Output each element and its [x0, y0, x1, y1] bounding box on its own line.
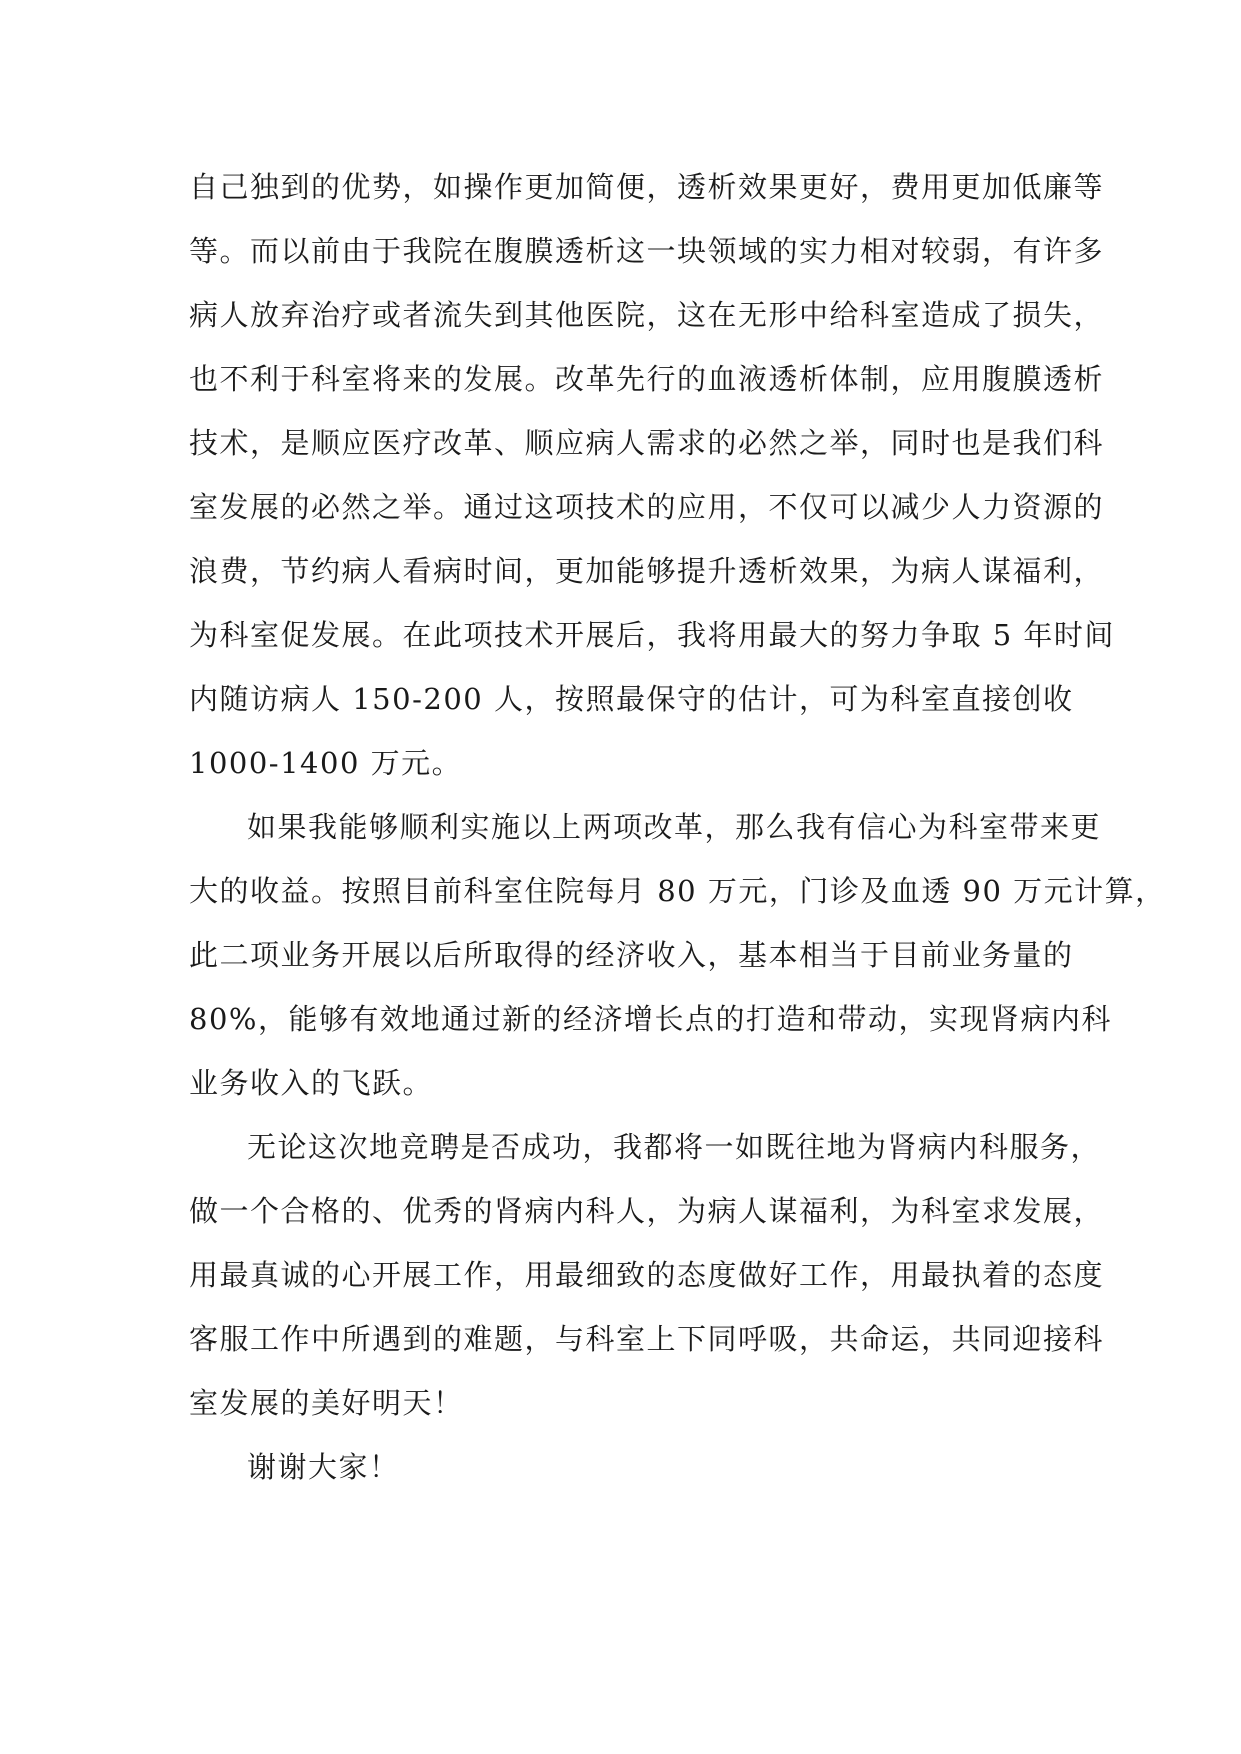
paragraph-2-line-1: 如果我能够顺利实施以上两项改革，那么我有信心为科室带来更 [247, 810, 1102, 844]
paragraph-2-line-2: 大的收益。按照目前科室住院每月 80 万元，门诊及血透 90 万元计算， [189, 874, 1166, 908]
paragraph-1-line-2: 等。而以前由于我院在腹膜透析这一块领域的实力相对较弱，有许多 [189, 234, 1105, 268]
paragraph-3-line-5: 室发展的美好明天！ [189, 1386, 464, 1420]
paragraph-2-line-4: 80%，能够有效地通过新的经济增长点的打造和带动，实现肾病内科 [189, 1002, 1112, 1036]
paragraph-1-line-1: 自己独到的优势，如操作更加简便，透析效果更好，费用更加低廉等 [189, 170, 1105, 204]
paragraph-1-line-4: 也不利于科室将来的发展。改革先行的血液透析体制，应用腹膜透析 [189, 362, 1105, 396]
paragraph-2-line-3: 此二项业务开展以后所取得的经济收入，基本相当于目前业务量的 [189, 938, 1074, 972]
paragraph-3-line-2: 做一个合格的、优秀的肾病内科人，为病人谋福利，为科室求发展， [189, 1194, 1105, 1228]
document-body [189, 155, 1166, 1499]
paragraph-1-line-8: 为科室促发展。在此项技术开展后，我将用最大的努力争取 5 年时间 [189, 618, 1115, 652]
paragraph-1-line-10: 1000-1400 万元。 [189, 746, 463, 780]
paragraph-1-line-7: 浪费，节约病人看病时间，更加能够提升透析效果，为病人谋福利， [189, 554, 1105, 588]
paragraph-1-line-9: 内随访病人 150-200 人，按照最保守的估计，可为科室直接创收 [189, 682, 1074, 716]
paragraph-3-line-1: 无论这次地竞聘是否成功，我都将一如既往地为肾病内科服务， [247, 1130, 1102, 1164]
paragraph-2-line-5: 业务收入的飞跃。 [189, 1066, 434, 1100]
paragraph-3-line-3: 用最真诚的心开展工作，用最细致的态度做好工作，用最执着的态度 [189, 1258, 1105, 1292]
paragraph-1-line-3: 病人放弃治疗或者流失到其他医院，这在无形中给科室造成了损失， [189, 298, 1105, 332]
paragraph-1-line-6: 室发展的必然之举。通过这项技术的应用，不仅可以减少人力资源的 [189, 490, 1105, 524]
paragraph-1-line-5: 技术，是顺应医疗改革、顺应病人需求的必然之举，同时也是我们科 [189, 426, 1105, 460]
closing-line: 谢谢大家！ [247, 1450, 400, 1484]
paragraph-3-line-4: 客服工作中所遇到的难题，与科室上下同呼吸，共命运，共同迎接科 [189, 1322, 1105, 1356]
